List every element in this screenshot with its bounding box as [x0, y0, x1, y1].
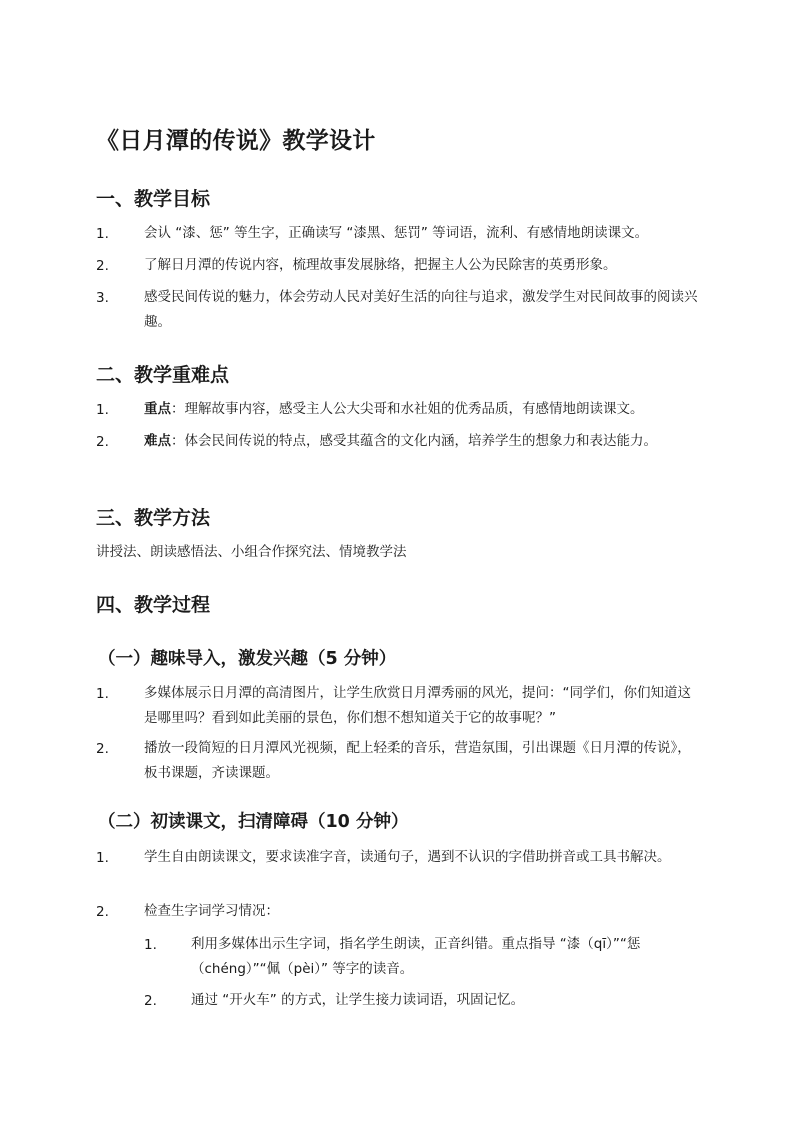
list-item-text: ：体会民间传说的特点，感受其蕴含的文化内涵，培养学生的想象力和表达能力。 — [171, 433, 657, 449]
subsection-heading-intro: （一）趣味导入，激发兴趣（5 分钟） — [98, 649, 397, 669]
sublist-item: 通过 “开火车” 的方式，让学生接力读词语，巩固记忆。 — [191, 992, 525, 1008]
list-item: 会认 “漆、惩” 等生字，正确读写 “漆黑、惩罚” 等词语，流利、有感情地朗读课文。 — [144, 225, 649, 241]
list-item: 播放一段简短的日月潭风光视频，配上轻柔的音乐，营造氛围，引出课题《日月潭的传说》，板书课题，齐读课题。 — [144, 740, 691, 781]
list-number: 2. — [96, 434, 109, 450]
section-heading-objectives: 一、教学目标 — [96, 188, 211, 210]
difficulty-label: 难点 — [144, 433, 171, 449]
list-item: 检查生字词学习情况： — [144, 903, 279, 919]
list-number: 1. — [96, 686, 109, 702]
list-item — [144, 429, 704, 454]
list-number: 2. — [96, 904, 109, 920]
methods-text: 讲授法、朗读感悟法、小组合作探究法、情境教学法 — [96, 544, 407, 560]
document-title: 《日月潭的传说》教学设计 — [96, 128, 376, 154]
list-number: 3. — [96, 290, 109, 306]
key-label: 重点 — [144, 401, 171, 417]
section-heading-key-points: 二、教学重难点 — [96, 364, 230, 386]
list-item: 学生自由朗读课文，要求读准字音，读通句子，遇到不认识的字借助拼音或工具书解决。 — [144, 849, 671, 865]
list-item-text: ：理解故事内容，感受主人公大尖哥和水社姐的优秀品质，有感情地朗读课文。 — [171, 401, 644, 417]
sublist-number: 2. — [144, 993, 157, 1009]
list-item: 了解日月潭的传说内容，梳理故事发展脉络，把握主人公为民除害的英勇形象。 — [144, 257, 617, 273]
section-heading-methods: 三、教学方法 — [96, 507, 211, 529]
list-number: 1. — [96, 850, 109, 866]
subsection-heading-first-reading: （二）初读课文，扫清障碍（10 分钟） — [98, 812, 409, 832]
list-item: 感受民间传说的魅力，体会劳动人民对美好生活的向往与追求，激发学生对民间故事的阅读兴趣。 — [144, 289, 698, 330]
list-number: 1. — [96, 402, 109, 418]
list-number: 2. — [96, 741, 109, 757]
section-heading-process: 四、教学过程 — [96, 594, 211, 616]
list-number: 2. — [96, 258, 109, 274]
list-item — [144, 397, 704, 422]
list-number: 1. — [96, 226, 109, 242]
list-item: 多媒体展示日月潭的高清图片，让学生欣赏日月潭秀丽的风光，提问：“同学们，你们知道这是哪里吗？看到如此美丽的景色，你们想不想知道关于它的故事呢？” — [144, 685, 691, 726]
sublist-item: 利用多媒体出示生字词，指名学生朗读，正音纠错。重点指导 “漆（qī）”“惩（chéng）”“佩（pèi）” 等字的读音。 — [191, 936, 641, 977]
sublist-number: 1. — [144, 937, 157, 953]
